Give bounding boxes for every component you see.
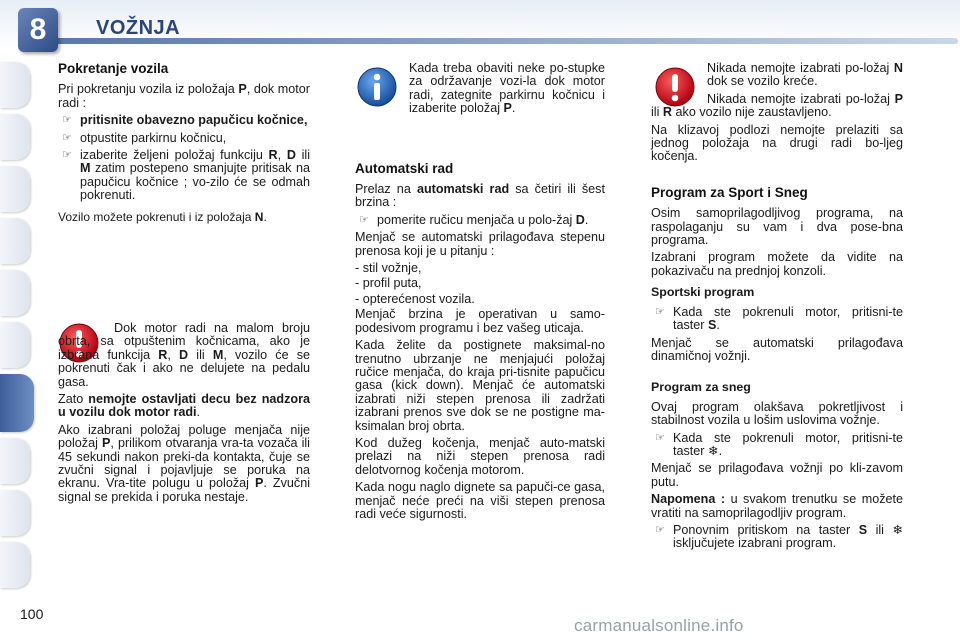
chapter-tab[interactable] [0,542,30,588]
paragraph: Kada nogu naglo dignete sa papuči-ce gasa, menjač neće preći na viši stepen prenosa radi veće sigurnosti. [355,480,605,521]
hand-pointer-icon: ☞ [359,213,369,226]
list-item: ☞ otpustite parkirnu kočnicu, [62,130,227,145]
column-3 [651,62,903,555]
note: Napomena : u svakom trenutku se možete vratiti na samoprilagodljiv program. [651,492,904,520]
paragraph: Menjač se automatski prilagođava stepenu prenosa koji je u pitanju : [355,230,605,258]
warning-text: Dok motor radi na malom broju obrta, sa otpuštenim kočnicama, ako je izbrana funkcija R, D ili M, vozilo će se pokrenuti čak i ako ne delujete na pedalu gasa. [58,321,311,389]
snowflake-icon: ❄ [708,443,719,458]
list-item: - opterećenost vozila. [355,291,475,306]
paragraph: Osim samoprilagodljivog programa, na raspolaganju su vam i dva pose-bna programa. [651,206,903,248]
list-item: - stil vožnje, [355,261,422,276]
column-1 [58,62,310,228]
header-rule [58,38,958,44]
warning-text: Nikada nemojte izabrati po-ložaj N dok se vozilo kreće. [707,61,903,89]
list-item: ☞ pomerite ručicu menjača u polo-žaj D. [359,212,589,227]
hand-pointer-icon: ☞ [62,149,72,162]
warning-emphasis: Zato nemojte ostavljati decu bez nadzora u vozilu dok motor radi. [58,392,310,420]
chapter-tab-active[interactable] [0,374,34,432]
chapter-tab[interactable] [0,438,30,484]
paragraph: Kod dužeg kočenja, menjač auto-matski prelazi na niži stepen prenosa radi delotvornog kočenja motorom. [355,435,605,477]
chapter-tab[interactable] [0,218,30,264]
snowflake-icon: ❄ [892,522,903,537]
paragraph: Menjač se automatski prilagođava dinamičnoj vožnji. [651,335,903,363]
chapter-tab[interactable] [0,490,30,536]
hand-pointer-icon: ☞ [62,114,72,127]
hand-pointer-icon: ☞ [655,305,665,318]
chapter-tabs [0,50,30,590]
hand-pointer-icon: ☞ [655,523,665,536]
section-title: Automatski rad [355,160,454,176]
page-number: 100 [20,606,44,622]
watermark: carmanualsonline.info [574,616,744,635]
paragraph: Menjač se prilagođava vožnji po kli-zavom putu. [651,461,903,489]
note: Vozilo možete pokrenuti i iz položaja N. [58,209,267,224]
section-title: Pokretanje vozila [58,61,169,76]
paragraph: Prelaz na automatski rad sa četiri ili šest brzina : [355,182,605,210]
warning-text: Na klizavoj podlozi nemojte prelaziti sa jednog položaja na drugi radi bo-ljeg kočenja. [651,122,903,164]
info-text: Kada treba obaviti neke po-stupke za održavanje vozi-la dok motor radi, zategnite parkirnu kočnicu i izaberite položaj P. [409,61,605,116]
list-item: ☞ pritisnite obavezno papučicu kočnice, [62,113,308,128]
chapter-number: 8 [18,8,58,52]
chapter-tab[interactable] [0,322,30,368]
column-2 [355,62,605,525]
section-title: Program za Sport i Sneg [651,184,808,200]
chapter-tab[interactable] [0,114,30,160]
warning-text: Nikada nemojte izabrati po-ložaj P ili R ako vozilo nije zaustavljeno. [651,91,903,120]
paragraph: Pri pokretanju vozila iz položaja P, dok motor radi : [58,82,311,110]
chapter-title: VOŽNJA [96,17,181,39]
list-item: - profil puta, [355,276,422,291]
paragraph: Izabrani program možete da vidite na pokazivaču na prednjoj konzoli. [651,250,903,278]
paragraph: Ako izabrani položaj poluge menjača nije položaj P, prilikom otvaranja vra-ta vozača ili 45 sekundi nakon preki-da kontakta, čuje se zvučni signal i pojavljuje se poruka na ekranu. Vra-tite polugu u položaj P. Zvučni signal se prekida i poruka nestaje. [58,422,311,504]
chapter-tab[interactable] [0,166,30,212]
list-item: ☞ Ponovnim pritiskom na taster S ili ❄ isključujete izabrani program. [655,522,903,551]
paragraph: Menjač brzina je operativan u samo-podesivom programu i bez vašeg uticaja. [355,307,605,335]
list-item: ☞ izaberite željeni položaj funkciju R, D ili M zatim postepeno smanjujte pritisak na papučicu kočnice ; vo-zilo će se odmah pokrenuti. [62,148,310,203]
chapter-tab[interactable] [0,270,30,316]
list-item: ☞ Kada ste pokrenuli motor, pritisni-te taster ❄. [655,430,903,458]
subsection-title: Sportski program [651,285,755,300]
subsection-title: Program za sneg [651,380,751,395]
hand-pointer-icon: ☞ [655,431,665,444]
paragraph: Ovaj program olakšava pokretljivost i stabilnost vozila u lošim uslovima vožnje. [651,399,903,428]
paragraph: Kada želite da postignete maksimal-no trenutno ubrzanje ne menjajući položaj ručice menjača, do kraja pri-tisnite papučicu gasa (kick down). Menjač će automatski izabrati niži stepen prenosa ili zadržati izabrani prenos sve dok se ne postigne ma-ksimalan broj obrta. [355,338,605,433]
list-item: ☞ Kada ste pokrenuli motor, pritisni-te taster S. [655,304,903,333]
hand-pointer-icon: ☞ [62,131,72,144]
chapter-tab[interactable] [0,62,30,108]
warning-block [58,322,310,508]
